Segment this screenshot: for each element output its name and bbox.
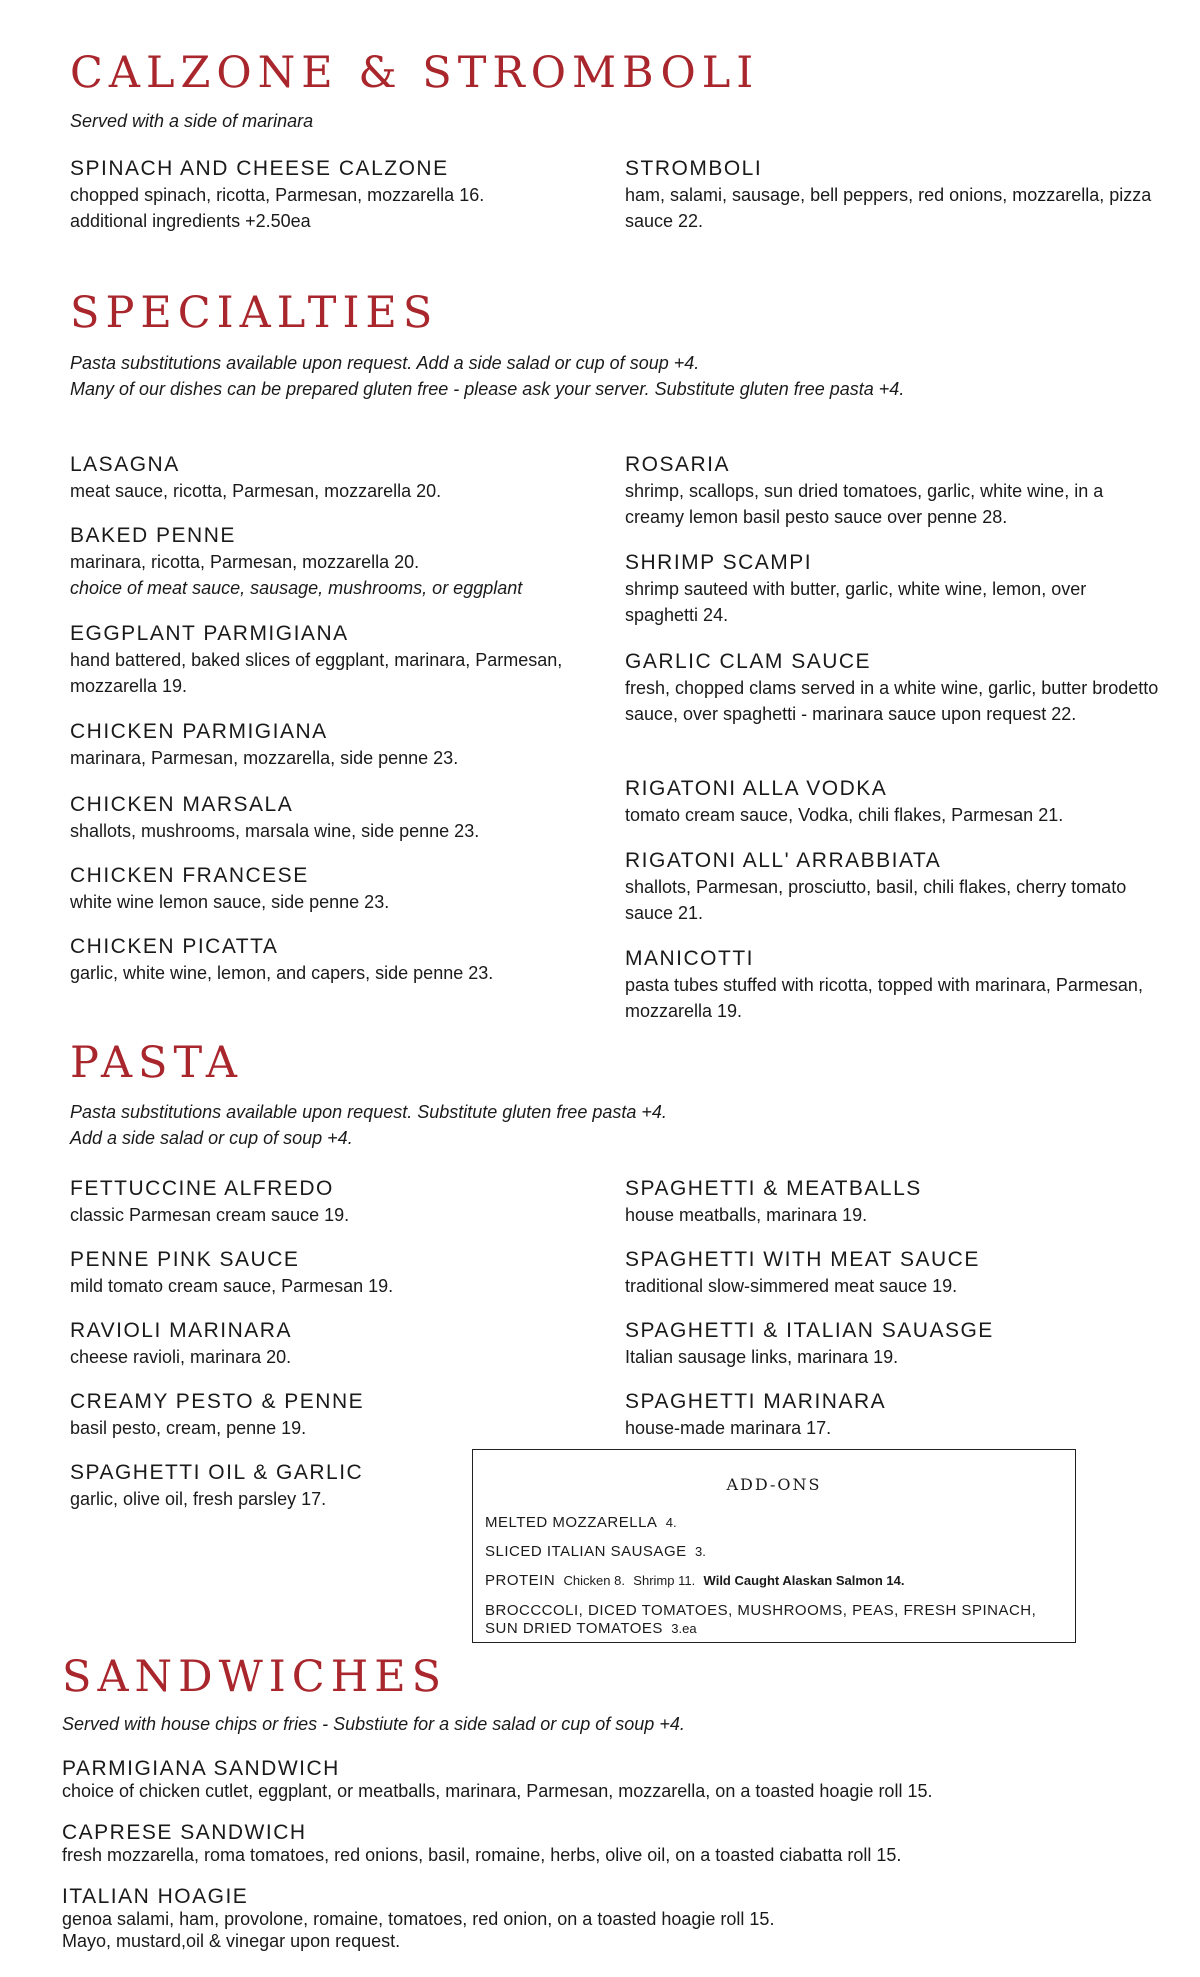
addon-vegetables	[485, 1602, 1036, 1638]
item-description: white wine lemon sauce, side penne 23.	[70, 892, 390, 912]
addons-title: ADD-ONS	[726, 1475, 822, 1494]
item-name: PARMIGIANA SANDWICH	[62, 1757, 340, 1780]
item-description: house meatballs, marinara 19.	[625, 1205, 868, 1225]
menu-item-spaghetti-meatballs	[625, 1176, 1160, 1228]
item-name: SPAGHETTI OIL & GARLIC	[70, 1461, 364, 1484]
addon-sausage	[485, 1543, 706, 1561]
menu-item-italian-hoagie	[62, 1886, 1162, 1952]
menu-item-chicken-picatta	[70, 934, 605, 986]
menu-item-creamy-pesto-penne	[70, 1389, 605, 1441]
menu-item-chicken-francese	[70, 863, 605, 915]
addon-protein	[485, 1572, 905, 1590]
menu-item-eggplant-parmigiana	[70, 621, 605, 699]
sandwiches-note: Served with house chips or fries - Substiute for a side salad or cup of soup +4.	[62, 1714, 685, 1734]
item-name: CHICKEN FRANCESE	[70, 864, 309, 887]
item-description: marinara, ricotta, Parmesan, mozzarella 20.	[70, 552, 420, 572]
menu-item-spaghetti-italian-sausage	[625, 1318, 1160, 1370]
menu-item-garlic-clam-sauce	[625, 649, 1160, 727]
addon-label: PROTEIN	[485, 1572, 556, 1589]
menu-item-chicken-parmigiana	[70, 719, 605, 771]
item-description: classic Parmesan cream sauce 19.	[70, 1205, 350, 1225]
menu-item-rigatoni-vodka	[625, 776, 1160, 828]
item-description: hand battered, baked slices of eggplant, marinara, Parmesan, mozzarella 19.	[70, 650, 563, 696]
item-name: GARLIC CLAM SAUCE	[625, 650, 872, 673]
addon-label: MELTED MOZZARELLA	[485, 1514, 658, 1531]
item-description: tomato cream sauce, Vodka, chili flakes, Parmesan 21.	[625, 805, 1064, 825]
item-name: CHICKEN PARMIGIANA	[70, 720, 328, 743]
addon-mozzarella	[485, 1514, 677, 1532]
item-name: MANICOTTI	[625, 947, 754, 970]
item-description: marinara, Parmesan, mozzarella, side penne 23.	[70, 748, 459, 768]
item-note: choice of meat sauce, sausage, mushrooms, or eggplant	[70, 578, 523, 598]
item-name: SPAGHETTI MARINARA	[625, 1390, 887, 1413]
menu-item-spinach-calzone	[70, 156, 605, 234]
menu-item-fettuccine-alfredo	[70, 1176, 605, 1228]
item-name: BAKED PENNE	[70, 524, 236, 547]
item-name: CHICKEN PICATTA	[70, 935, 279, 958]
menu-item-lasagna	[70, 452, 605, 504]
item-name: CREAMY PESTO & PENNE	[70, 1390, 365, 1413]
item-name: SPAGHETTI & ITALIAN SAUASGE	[625, 1319, 994, 1342]
item-name: STROMBOLI	[625, 157, 763, 180]
menu-item-spaghetti-meat-sauce	[625, 1247, 1160, 1299]
menu-item-baked-penne	[70, 523, 605, 601]
item-description: ham, salami, sausage, bell peppers, red onions, mozzarella, pizza sauce 22.	[625, 185, 1152, 231]
item-description: mild tomato cream sauce, Parmesan 19.	[70, 1276, 394, 1296]
addon-shrimp: Shrimp 11.	[633, 1573, 696, 1588]
addon-salmon: Wild Caught Alaskan Salmon 14.	[703, 1573, 905, 1588]
addon-label: BROCCCOLI, DICED TOMATOES, MUSHROOMS, PEAS, FRESH SPINACH,	[485, 1602, 1037, 1619]
specialties-note	[70, 350, 904, 402]
menu-item-rigatoni-arrabbiata	[625, 848, 1160, 926]
item-description: genoa salami, ham, provolone, romaine, tomatoes, red onion, on a toasted hoagie roll 15.	[62, 1909, 775, 1929]
menu-item-rosaria	[625, 452, 1160, 530]
item-description: pasta tubes stuffed with ricotta, topped with marinara, Parmesan, mozzarella 19.	[625, 975, 1143, 1021]
addon-label: SUN DRIED TOMATOES	[485, 1620, 663, 1637]
specialties-section-title: SPECIALTIES	[70, 288, 439, 338]
item-note: Mayo, mustard,oil & vinegar upon request.	[62, 1931, 401, 1951]
item-description: shrimp, scallops, sun dried tomatoes, garlic, white wine, in a creamy lemon basil pesto sauce over penne 28.	[625, 481, 1104, 527]
item-description: shallots, mushrooms, marsala wine, side penne 23.	[70, 821, 480, 841]
item-name: RIGATONI ALLA VODKA	[625, 777, 888, 800]
item-description: shrimp sauteed with butter, garlic, white wine, lemon, over spaghetti 24.	[625, 579, 1087, 625]
note-line: Add a side salad or cup of soup +4.	[70, 1128, 353, 1148]
note-line: Pasta substitutions available upon request. Add a side salad or cup of soup +4.	[70, 353, 700, 373]
item-description: choice of chicken cutlet, eggplant, or meatballs, marinara, Parmesan, mozzarella, on a toasted hoagie roll 15.	[62, 1781, 933, 1801]
note-line: Many of our dishes can be prepared gluten free - please ask your server. Substitute gluten free pasta +4.	[70, 379, 905, 399]
item-name: SPINACH AND CHEESE CALZONE	[70, 157, 449, 180]
item-description: Italian sausage links, marinara 19.	[625, 1347, 899, 1367]
item-name: SPAGHETTI & MEATBALLS	[625, 1177, 922, 1200]
item-description: fresh mozzarella, roma tomatoes, red onions, basil, romaine, herbs, olive oil, on a toasted ciabatta roll 15.	[62, 1845, 902, 1865]
addon-label: SLICED ITALIAN SAUSAGE	[485, 1543, 687, 1560]
item-description: house-made marinara 17.	[625, 1418, 832, 1438]
addon-price: 3.ea	[671, 1621, 697, 1636]
addon-price: 3.	[694, 1544, 706, 1559]
sandwiches-section-title: SANDWICHES	[62, 1652, 448, 1702]
item-description: garlic, white wine, lemon, and capers, side penne 23.	[70, 963, 494, 983]
addon-price: 4.	[665, 1515, 677, 1530]
pasta-note	[70, 1099, 667, 1151]
item-name: EGGPLANT PARMIGIANA	[70, 622, 349, 645]
menu-item-parmigiana-sandwich	[62, 1758, 1162, 1802]
item-description: meat sauce, ricotta, Parmesan, mozzarella 20.	[70, 481, 442, 501]
item-note: additional ingredients +2.50ea	[70, 211, 311, 231]
item-name: PENNE PINK SAUCE	[70, 1248, 300, 1271]
menu-item-spaghetti-marinara	[625, 1389, 1160, 1441]
item-name: CAPRESE SANDWICH	[62, 1821, 307, 1844]
menu-item-caprese-sandwich	[62, 1822, 1162, 1866]
menu-item-manicotti	[625, 946, 1160, 1024]
item-description: basil pesto, cream, penne 19.	[70, 1418, 307, 1438]
calzone-section-title: CALZONE & STROMBOLI	[70, 48, 760, 98]
item-description: shallots, Parmesan, prosciutto, basil, chili flakes, cherry tomato sauce 21.	[625, 877, 1127, 923]
item-name: ITALIAN HOAGIE	[62, 1885, 249, 1908]
item-name: FETTUCCINE ALFREDO	[70, 1177, 334, 1200]
calzone-note: Served with a side of marinara	[70, 111, 314, 131]
item-name: ROSARIA	[625, 453, 731, 476]
item-name: RIGATONI ALL' ARRABBIATA	[625, 849, 942, 872]
menu-item-chicken-marsala	[70, 792, 605, 844]
item-description: fresh, chopped clams served in a white wine, garlic, butter brodetto sauce, over spaghetti - marinara sauce upon request 22.	[625, 678, 1159, 724]
item-name: SHRIMP SCAMPI	[625, 551, 813, 574]
item-description: chopped spinach, ricotta, Parmesan, mozzarella 16.	[70, 185, 485, 205]
item-name: LASAGNA	[70, 453, 180, 476]
menu-item-ravioli-marinara	[70, 1318, 605, 1370]
item-description: cheese ravioli, marinara 20.	[70, 1347, 292, 1367]
menu-item-penne-pink-sauce	[70, 1247, 605, 1299]
note-line: Pasta substitutions available upon request. Substitute gluten free pasta +4.	[70, 1102, 667, 1122]
item-description: garlic, olive oil, fresh parsley 17.	[70, 1489, 327, 1509]
item-description: traditional slow-simmered meat sauce 19.	[625, 1276, 958, 1296]
item-name: SPAGHETTI WITH MEAT SAUCE	[625, 1248, 980, 1271]
menu-item-shrimp-scampi	[625, 550, 1160, 628]
addons-box	[472, 1449, 1076, 1643]
addon-chicken: Chicken 8.	[563, 1573, 625, 1588]
item-name: RAVIOLI MARINARA	[70, 1319, 292, 1342]
menu-item-stromboli	[625, 156, 1160, 234]
pasta-section-title: PASTA	[70, 1038, 243, 1088]
item-name: CHICKEN MARSALA	[70, 793, 294, 816]
